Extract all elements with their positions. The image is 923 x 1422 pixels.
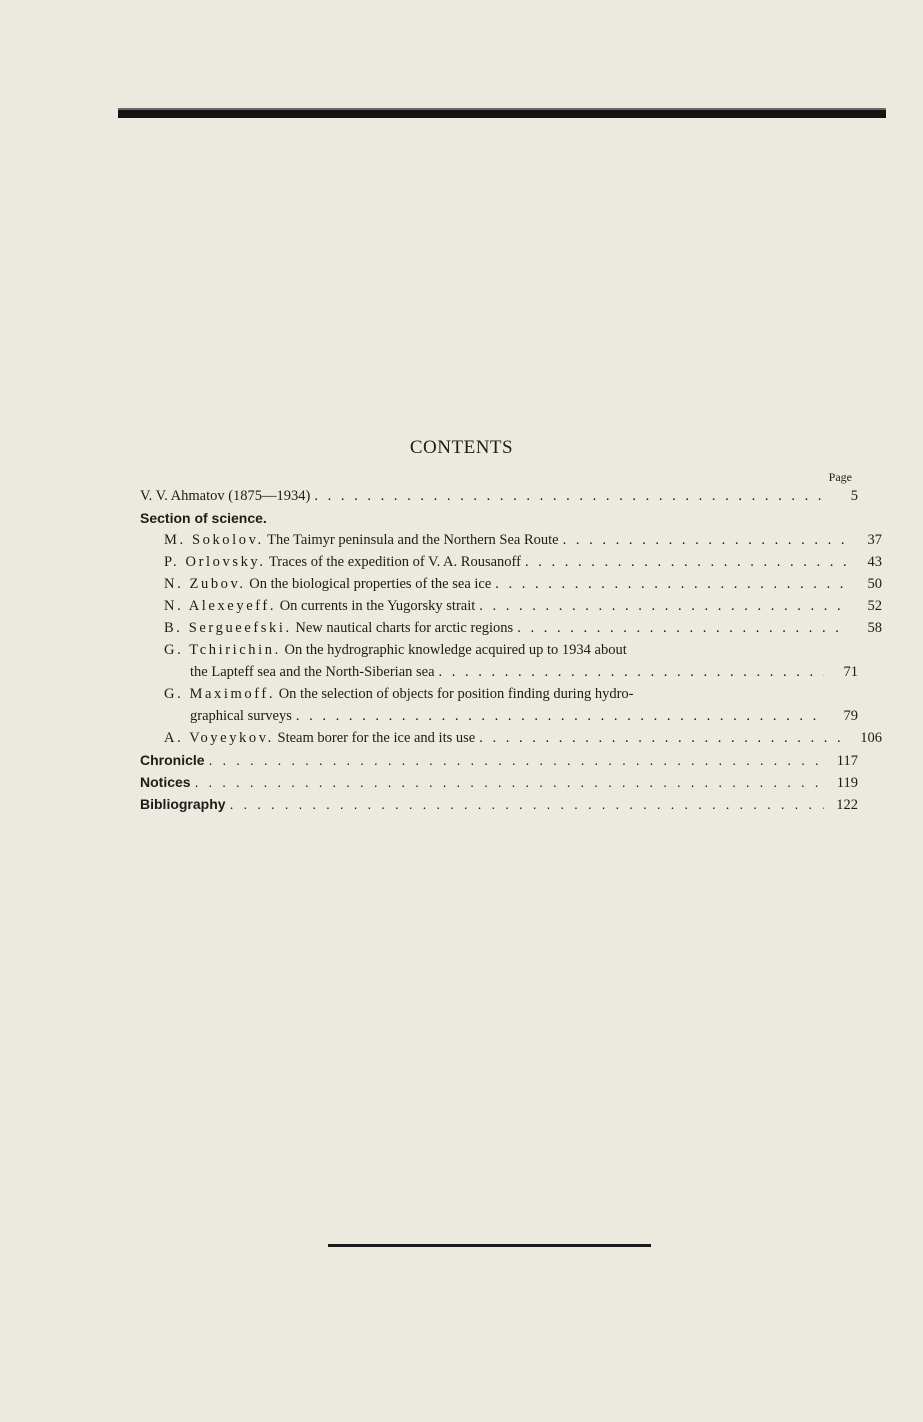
dot-leader <box>559 529 848 551</box>
toc-entry-page: 106 <box>860 730 882 746</box>
toc-entry-page: 79 <box>843 708 858 724</box>
toc-entry-title: Notices <box>140 774 191 790</box>
toc-entry-page: 119 <box>836 775 858 791</box>
toc-entry <box>140 639 858 683</box>
dot-leader <box>475 595 848 617</box>
toc-entry-title <box>164 573 491 595</box>
toc-entry-title <box>164 551 521 573</box>
toc-entry-text-continued: the Lapteff sea and the North-Siberian sea <box>190 664 435 680</box>
toc-entry-title <box>164 595 475 617</box>
section-heading: Section of science. <box>140 510 267 526</box>
dot-leader <box>513 617 848 639</box>
toc-entry-author: M. Sokolov. <box>164 532 264 548</box>
toc-entry-text: On the hydrographic knowledge acquired up to 1934 about <box>284 642 627 658</box>
toc-entry-title: V. V. Ahmatov (1875—1934) <box>140 488 311 504</box>
toc-entry-author: G. Tchirichin. <box>164 642 281 658</box>
toc-entry-notices <box>140 771 858 793</box>
toc-entry-page: 43 <box>867 554 882 570</box>
dot-leader <box>521 551 848 573</box>
toc-entry-title <box>164 683 634 705</box>
toc-entry <box>140 683 858 727</box>
toc-entry <box>140 727 882 749</box>
toc-entry-title: Chronicle <box>140 752 205 768</box>
toc-entry-author: N. Alexeyeff. <box>164 598 277 614</box>
toc-entry-text: The Taimyr peninsula and the Northern Sea Route <box>267 532 559 548</box>
toc-entry-page: 52 <box>867 598 882 614</box>
toc-entry-author: G. Maximoff. <box>164 686 276 702</box>
toc-entry-author: N. Zubov. <box>164 576 246 592</box>
toc-entry-title: Bibliography <box>140 796 226 812</box>
dot-leader <box>191 771 824 793</box>
toc-entry-chronicle <box>140 749 858 771</box>
toc-entry <box>140 595 882 617</box>
toc-entry-title <box>164 727 475 749</box>
toc-entry-author: A. Voyeykov. <box>164 730 274 746</box>
toc-entry-author: P. Orlovsky. <box>164 554 266 570</box>
toc-entry-page: 58 <box>867 620 882 636</box>
toc-entry-page: 122 <box>836 797 858 813</box>
toc-entry-text: On the biological properties of the sea ice <box>249 576 492 592</box>
toc-entry-title <box>164 639 627 661</box>
dot-leader <box>435 661 824 683</box>
dot-leader <box>491 573 848 595</box>
toc-entry-page: 5 <box>850 488 858 504</box>
toc-entry-page: 37 <box>867 532 882 548</box>
contents-title: CONTENTS <box>409 437 514 458</box>
toc-entry-page: 71 <box>843 664 858 680</box>
dot-leader <box>226 793 824 815</box>
toc-entry-bibliography <box>140 793 858 815</box>
table-of-contents <box>140 485 882 815</box>
toc-entry-text: On currents in the Yugorsky strait <box>279 598 476 614</box>
toc-entry <box>140 485 858 507</box>
toc-entry-title <box>164 617 513 639</box>
dot-leader <box>310 485 824 507</box>
toc-entry <box>140 617 882 639</box>
dot-leader <box>205 749 824 771</box>
toc-entry-author: B. Sergueefski. <box>164 620 292 636</box>
toc-entry-text-continued: graphical surveys <box>190 708 292 724</box>
toc-entry-page: 117 <box>836 753 858 769</box>
toc-entry-title <box>164 529 559 551</box>
toc-entry <box>140 529 882 551</box>
top-rule <box>118 110 886 118</box>
toc-entry-text: Traces of the expedition of V. A. Rousanoff <box>268 554 521 570</box>
toc-entry-text: Steam borer for the ice and its use <box>277 730 476 746</box>
toc-entry <box>140 551 882 573</box>
page-column-label: Page <box>828 470 852 484</box>
dot-leader <box>475 727 848 749</box>
toc-entry <box>140 573 882 595</box>
toc-entry-text: New nautical charts for arctic regions <box>295 620 514 636</box>
dot-leader <box>292 705 824 727</box>
bottom-rule <box>328 1244 651 1247</box>
toc-entry-page: 50 <box>867 576 882 592</box>
toc-entry-text: On the selection of objects for position finding during hydro- <box>278 686 634 702</box>
